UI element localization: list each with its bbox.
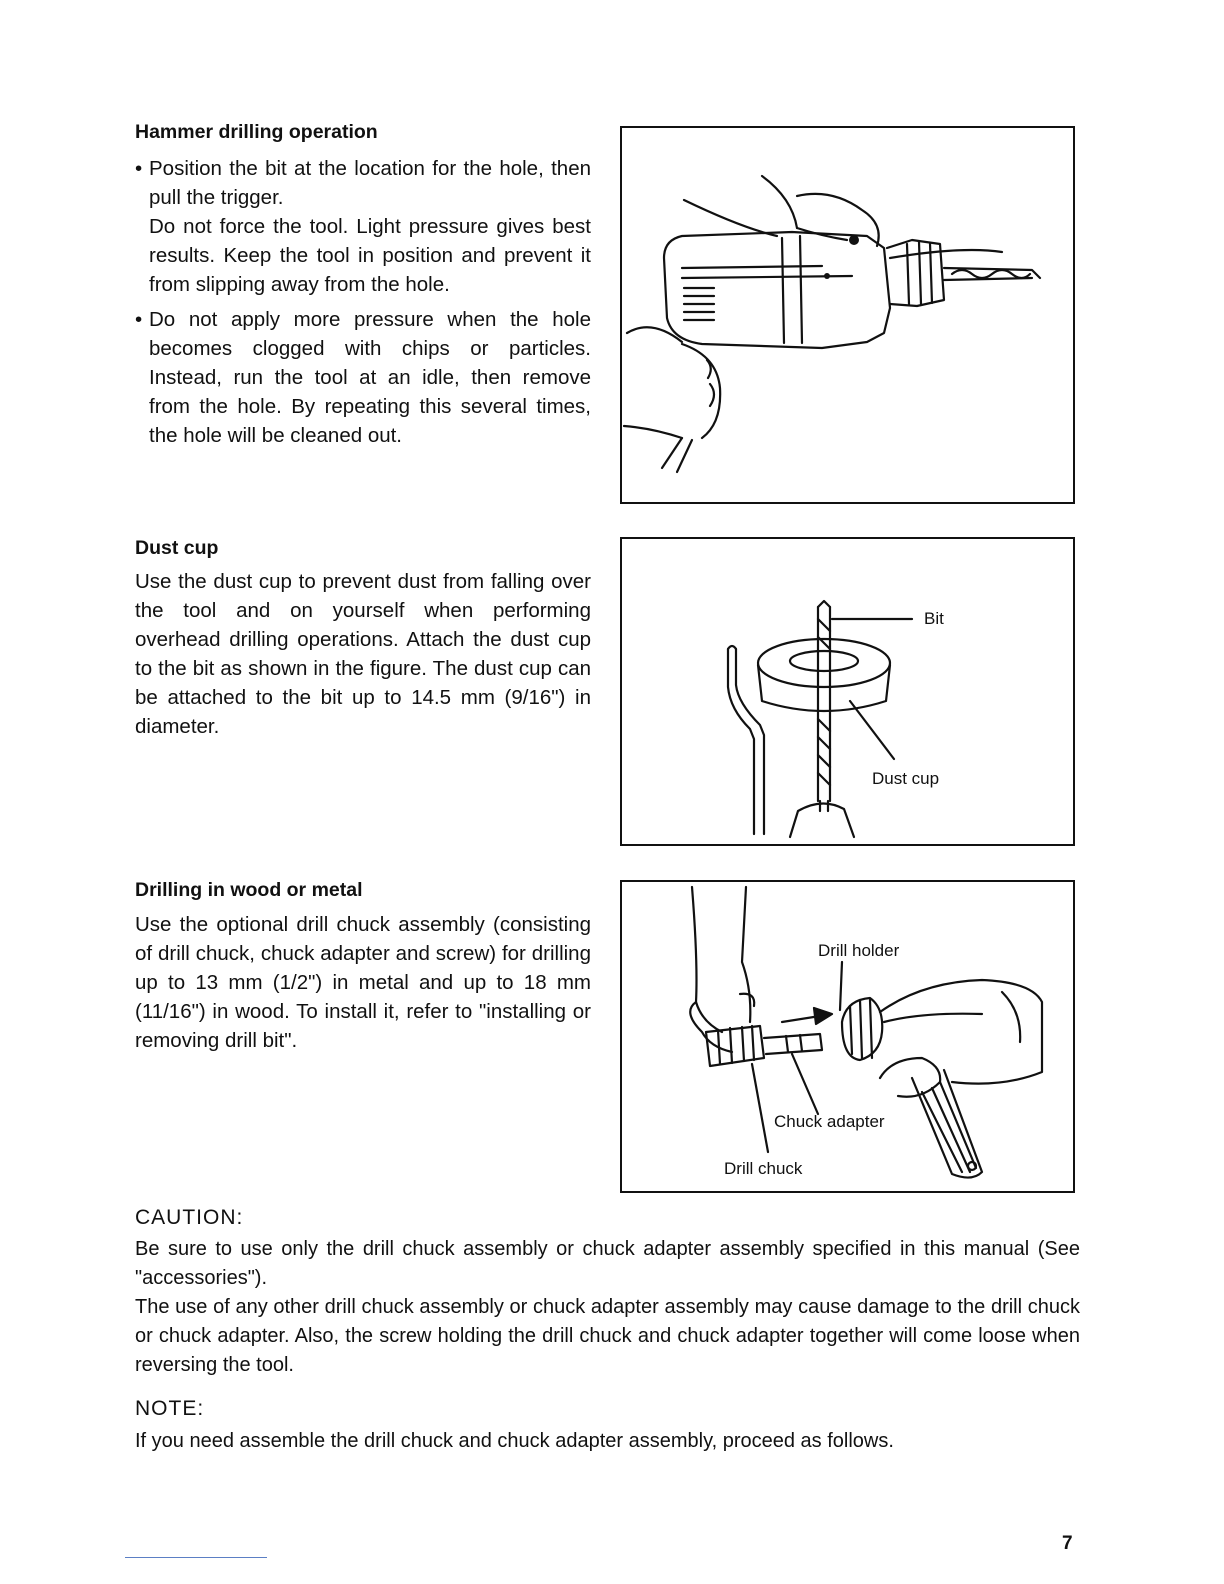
hammer-bullet-1: • Position the bit at the location for the hole, then pull the trigger. [149, 157, 591, 209]
label-drill-holder: Drill holder [818, 941, 900, 960]
note-heading: NOTE: [135, 1397, 205, 1420]
note-text [135, 1427, 1080, 1456]
page-number: 7 [1062, 1533, 1073, 1554]
section-title-dust-cup: Dust cup [135, 537, 219, 559]
footer-divider [125, 1557, 267, 1558]
note-line-1: If you need assemble the drill chuck and chuck adapter assembly, proceed as follows. [135, 1430, 894, 1452]
label-drill-chuck: Drill chuck [724, 1159, 803, 1178]
hammer-bullet-2: • Do not apply more pressure when the hole becomes clogged with chips or particles. Instead, run the tool at an idle, then remove from the hole. By repeating this several times, the hole will be cleaned out. [149, 308, 591, 447]
section-title-drilling-wood-metal: Drilling in wood or metal [135, 879, 363, 901]
section-title-hammer-drilling: Hammer drilling operation [135, 121, 378, 143]
dust-cup-illustration [622, 539, 1073, 844]
label-chuck-adapter: Chuck adapter [774, 1112, 885, 1131]
drill-chuck-illustration [622, 882, 1073, 1191]
drilling-wood-metal-body: Use the optional drill chuck assembly (consisting of drill chuck, chuck adapter and screw) for drilling up to 13 mm (1/2") in metal and up to 18 mm (11/16") in wood. To install it, refer to "installing or removing drill bit". [135, 913, 591, 1052]
caution-text [135, 1235, 1080, 1380]
hammer-bullet-1-continued: Do not force the tool. Light pressure gives best results. Keep the tool in position and prevent it from slipping away from the hole. [149, 215, 591, 296]
list-item [135, 305, 591, 450]
figure-dust-cup [620, 537, 1075, 846]
figure-hammer-drilling [620, 126, 1075, 504]
dust-cup-text [135, 567, 591, 741]
hammer-drilling-text [135, 154, 591, 450]
label-dust-cup: Dust cup [872, 769, 940, 788]
drilling-wood-metal-text [135, 910, 591, 1055]
caution-heading: CAUTION: [135, 1206, 244, 1229]
caution-line-2: The use of any other drill chuck assembly or chuck adapter assembly may cause damage to the drill chuck or chuck adapter. Also, the screw holding the drill chuck and chuck adapter together will come loose when reversing the tool. [135, 1296, 1080, 1376]
caution-line-1: Be sure to use only the drill chuck assembly or chuck adapter assembly specified in this manual (See "accessories"). [135, 1238, 1080, 1289]
list-item [135, 154, 591, 299]
figure-drill-chuck [620, 880, 1075, 1193]
label-bit: Bit [924, 609, 944, 628]
dust-cup-body: Use the dust cup to prevent dust from falling over the tool and on yourself when performing overhead drilling operations. Attach the dust cup to the bit as shown in the figure. The dust cup can be attached to the bit up to 14.5 mm (9/16") in diameter. [135, 570, 591, 738]
hammer-drill-illustration [622, 128, 1073, 502]
